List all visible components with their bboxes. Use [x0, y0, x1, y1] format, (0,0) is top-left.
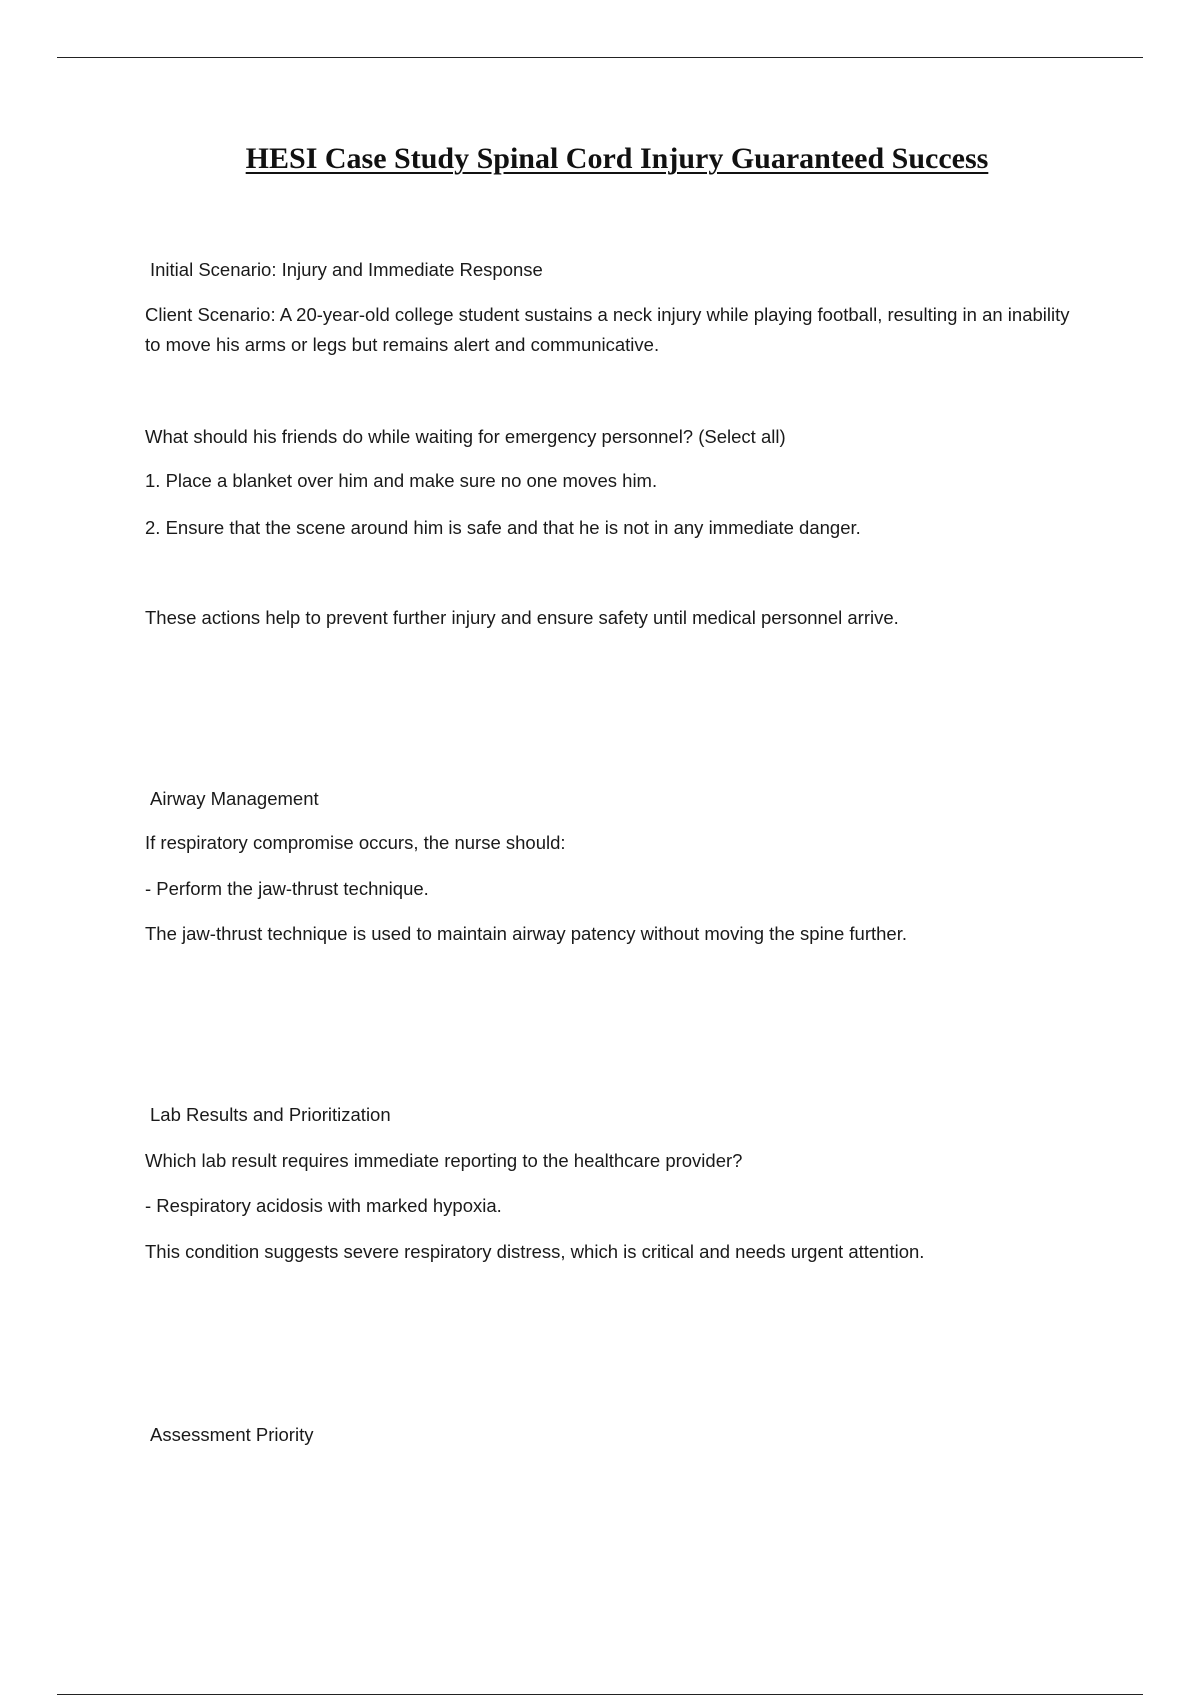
rationale-text: These actions help to prevent further injury and ensure safety until medical personnel arrive.	[145, 607, 899, 628]
section-heading-lab-results: Lab Results and Prioritization	[150, 1104, 391, 1125]
answer-item: 1. Place a blanket over him and make sure no one moves him.	[145, 470, 658, 491]
rationale-text: This condition suggests severe respiratory distress, which is critical and needs urgent attention.	[145, 1241, 925, 1262]
answer-item: - Respiratory acidosis with marked hypoxia.	[145, 1195, 502, 1216]
answer-item: 2. Ensure that the scene around him is safe and that he is not in any immediate danger.	[145, 517, 861, 538]
question-lab-result: Which lab result requires immediate reporting to the healthcare provider?	[145, 1150, 743, 1171]
client-scenario-text: Client Scenario: A 20-year-old college student sustains a neck injury while playing football, resulting in an inability to move his arms or legs but remains alert and communicative.	[145, 304, 1070, 355]
question-friends-action: What should his friends do while waiting for emergency personnel? (Select all)	[145, 426, 786, 447]
question-respiratory-compromise: If respiratory compromise occurs, the nurse should:	[145, 832, 566, 853]
document-title: HESI Case Study Spinal Cord Injury Guaranteed Success	[245, 142, 989, 175]
section-heading-airway-management: Airway Management	[150, 788, 319, 809]
section-heading-initial-scenario: Initial Scenario: Injury and Immediate Response	[150, 259, 543, 280]
bottom-rule	[57, 1694, 1143, 1695]
top-rule	[57, 57, 1143, 58]
rationale-text: The jaw-thrust technique is used to maintain airway patency without moving the spine further.	[145, 923, 907, 944]
answer-item: - Perform the jaw-thrust technique.	[145, 878, 429, 899]
section-heading-assessment-priority: Assessment Priority	[150, 1424, 314, 1445]
